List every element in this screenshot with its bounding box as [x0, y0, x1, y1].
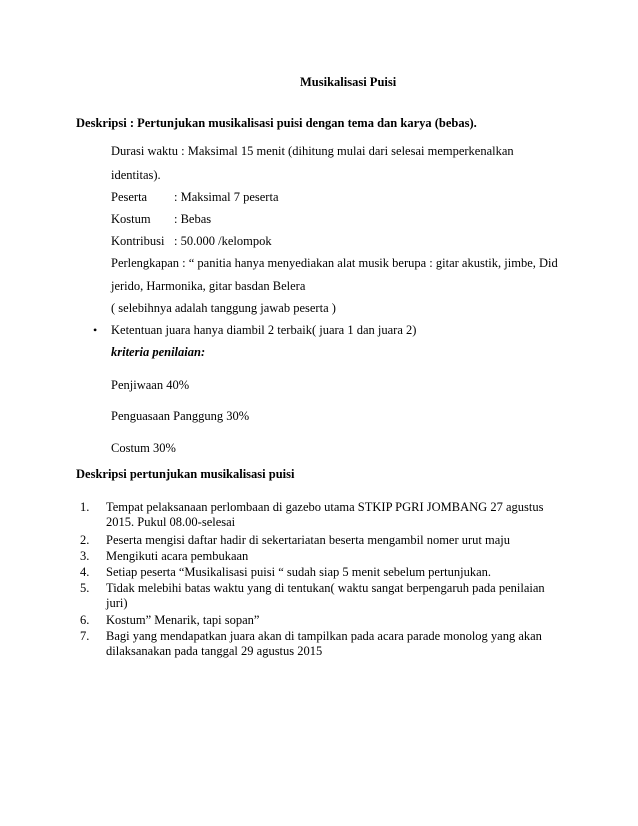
- row-label: Kontribusi: [111, 234, 165, 248]
- row-peserta: [111, 190, 279, 205]
- criteria-heading: kriteria penilaian:: [111, 345, 206, 359]
- bullet-icon: •: [93, 323, 98, 337]
- list-number: 4.: [80, 565, 90, 579]
- description-heading: Deskripsi : Pertunjukan musikalisasi puisi dengan tema dan karya (bebas).: [76, 116, 477, 130]
- equipment-line-3: ( selebihnya adalah tanggung jawab peserta ): [111, 301, 336, 315]
- list-text: Bagi yang mendapatkan juara akan di tampilkan pada acara parade monolog yang akan: [106, 629, 542, 643]
- equipment-line-1: Perlengkapan : “ panitia hanya menyediakan alat musik berupa : gitar akustik, jimbe, Did: [111, 256, 558, 270]
- row-value: : Bebas: [174, 212, 212, 226]
- list-text: Peserta mengisi daftar hadir di sekertariatan beserta mengambil nomer urut maju: [106, 533, 511, 547]
- list-number: 6.: [80, 613, 90, 627]
- duration-line-1: Durasi waktu : Maksimal 15 menit (dihitung mulai dari selesai memperkenalkan: [111, 144, 514, 158]
- list-number: 3.: [80, 549, 90, 563]
- criteria-item: Penguasaan Panggung 30%: [111, 409, 250, 423]
- criteria-item: Costum 30%: [111, 441, 176, 455]
- list-text: Tidak melebihi batas waktu yang di tentukan( waktu sangat berpengaruh pada penilaian: [106, 581, 545, 595]
- list-text: Tempat pelaksanaan perlombaan di gazebo utama STKIP PGRI JOMBANG 27 agustus: [106, 500, 544, 514]
- duration-line-2: identitas).: [111, 168, 161, 182]
- row-kontribusi: [111, 234, 272, 249]
- list-number: 1.: [80, 500, 90, 514]
- list-text: dilaksanakan pada tanggal 29 agustus 2015: [106, 644, 323, 658]
- row-value: : Maksimal 7 peserta: [174, 190, 279, 204]
- row-kostum: [111, 212, 211, 227]
- document-title: Musikalisasi Puisi: [300, 75, 397, 89]
- list-text: juri): [106, 596, 128, 610]
- row-label: Kostum: [111, 212, 151, 226]
- list-text: 2015. Pukul 08.00-selesai: [106, 515, 236, 529]
- row-label: Peserta: [111, 190, 148, 204]
- performance-heading: Deskripsi pertunjukan musikalisasi puisi: [76, 467, 295, 481]
- criteria-item: Penjiwaan 40%: [111, 378, 190, 392]
- list-number: 7.: [80, 629, 90, 643]
- list-text: Setiap peserta “Musikalisasi puisi “ sudah siap 5 menit sebelum pertunjukan.: [106, 565, 491, 579]
- winner-rule: Ketentuan juara hanya diambil 2 terbaik( juara 1 dan juara 2): [111, 323, 417, 337]
- list-text: Mengikuti acara pembukaan: [106, 549, 249, 563]
- list-number: 5.: [80, 581, 90, 595]
- list-number: 2.: [80, 533, 90, 547]
- row-value: : 50.000 /kelompok: [174, 234, 272, 248]
- equipment-line-2: jerido, Harmonika, gitar basdan Belera: [111, 279, 306, 293]
- list-text: Kostum” Menarik, tapi sopan”: [106, 613, 260, 627]
